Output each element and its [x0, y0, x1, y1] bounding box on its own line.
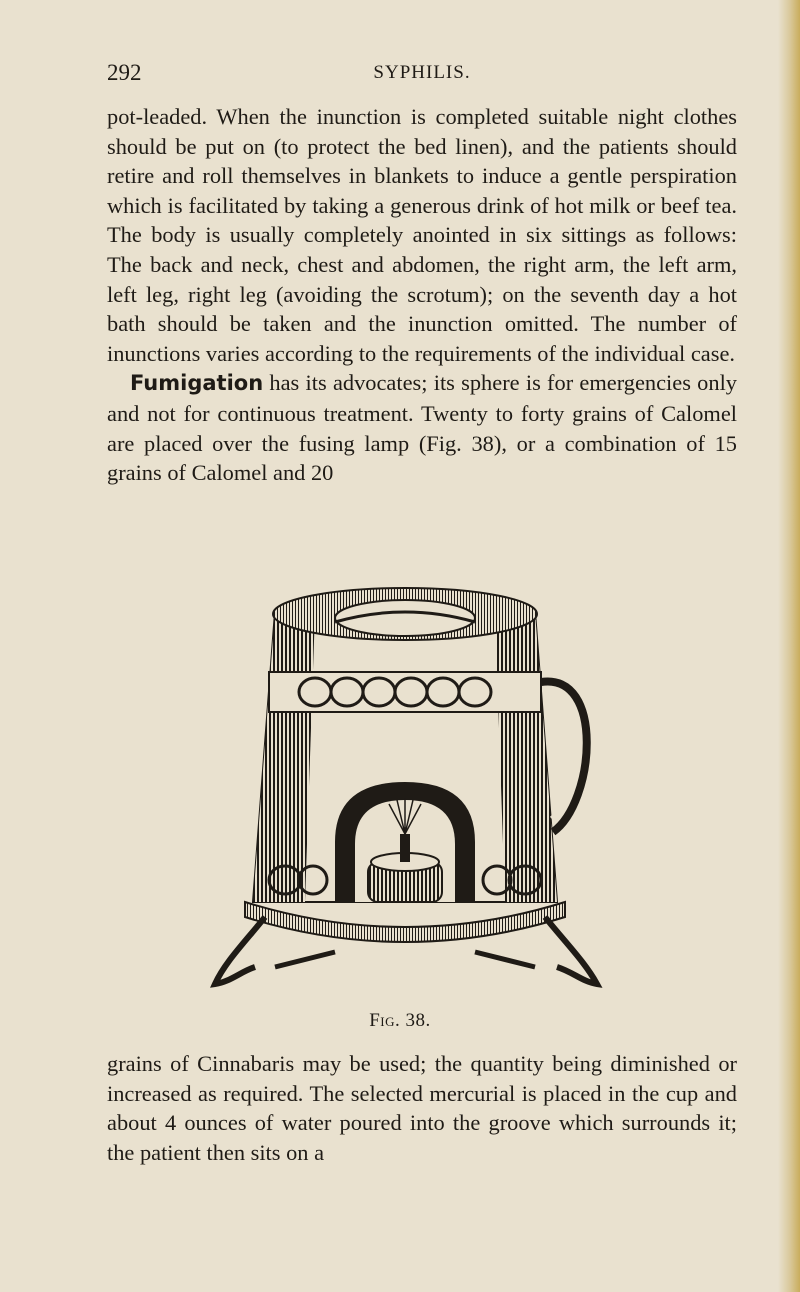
caption-number: 38. — [400, 1010, 431, 1031]
run-in-heading: Fumigation — [130, 371, 264, 396]
running-header — [107, 60, 737, 90]
caption-label: Fig. — [369, 1010, 401, 1031]
fumigation-apparatus-illustration — [205, 572, 605, 992]
paragraph-cinnabaris: grains of Cinnabaris may be used; the quantity being diminished or increased as required. The selected mercurial is placed in the cup and about 4 ounces of water poured into the groove which surrounds it; the patient then sits on a — [107, 1051, 737, 1165]
figure-caption — [0, 1010, 800, 1032]
body-text-bottom — [107, 1049, 737, 1167]
paragraph-inunction: pot-leaded. When the inunction is completed suitable night clothes should be put on (to protect the bed linen), and the patients should retire and roll themselves in blankets to induce a gentle perspiration which is facilitated by taking a generous drink of hot milk or beef tea. The body is usually completely anointed in six sittings as follows: The back and neck, chest and abdomen, the right arm, the left arm, left leg, right leg (avoiding the scrotum); on the seventh day a hot bath should be taken and the inunction omitted. The number of inunctions varies according to the requirements of the individual case. — [107, 104, 737, 366]
running-title: SYPHILIS. — [373, 62, 471, 83]
body-text-top — [107, 102, 737, 488]
paragraph-fumigation — [107, 368, 737, 487]
page-number: 292 — [107, 60, 142, 85]
paragraph-fumigation-text: has its advocates; its sphere is for emergencies only and not for continuous treatment. Twenty to forty grains of Calomel are placed over the fusing lamp (Fig. 38), or a combination of 15 grains of Calomel and 20 — [107, 370, 737, 486]
page-edge — [778, 0, 800, 1292]
